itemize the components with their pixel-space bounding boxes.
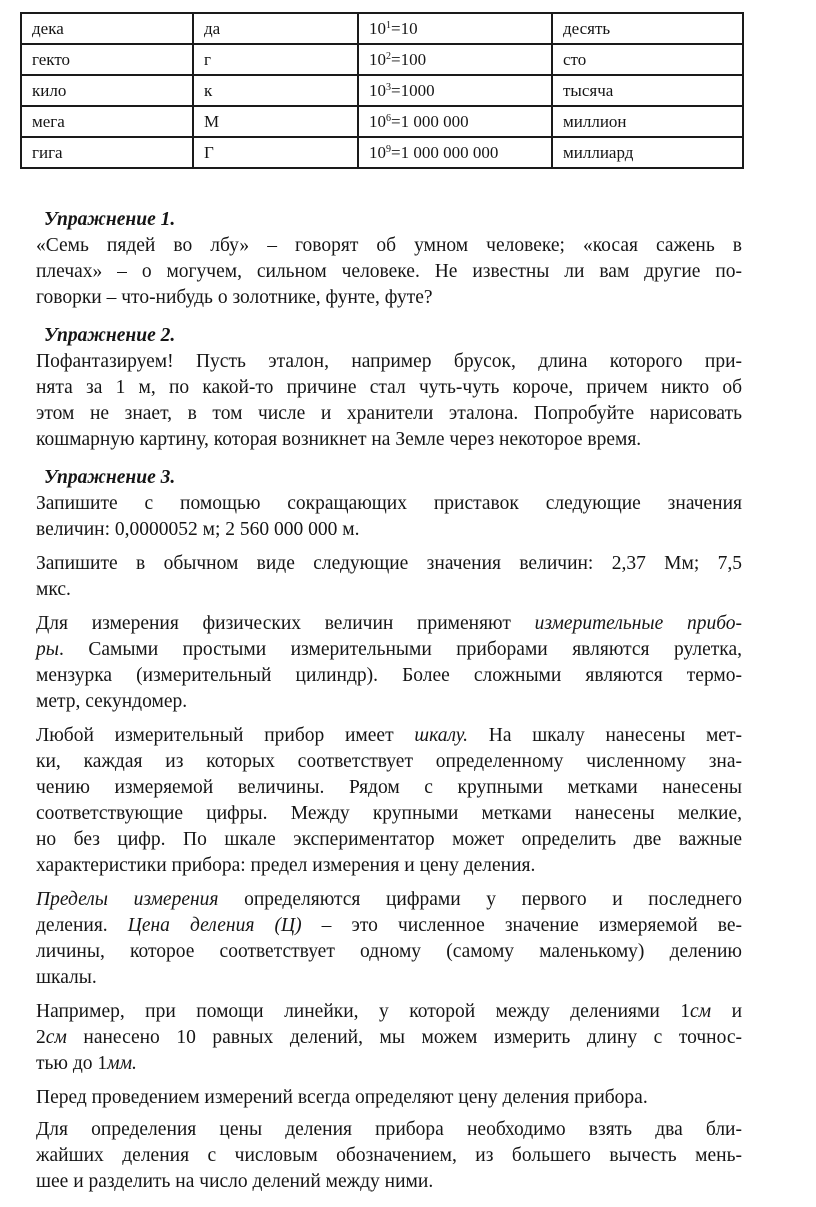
text-line: Запишите в обычном виде следующие значения величин: 2,37 Мм; 7,5 xyxy=(36,553,742,574)
text-line xyxy=(36,913,742,939)
prefix-name-cell: дека xyxy=(21,13,193,44)
prefix-symbol-cell: М xyxy=(193,106,358,137)
table-row xyxy=(21,75,743,106)
example-paragraph xyxy=(36,999,742,1077)
word-cell: миллион xyxy=(552,106,743,137)
text-line: чению измеряемой величины. Рядом с крупными метками нанесены xyxy=(36,777,742,798)
table-row xyxy=(21,13,743,44)
prefix-symbol-cell: Г xyxy=(193,137,358,168)
text-line: Для определения цены деления прибора необходимо взять два бли- xyxy=(36,1119,742,1140)
text-line: мкс. xyxy=(36,579,71,600)
exercise-3-title: Упражнение 3. xyxy=(44,467,176,488)
text-line xyxy=(36,1051,742,1077)
power-base: 10 xyxy=(369,111,386,131)
text-line: мензурка (измерительный цилиндр). Более сложными являются термо- xyxy=(36,665,742,686)
power-exponent: 3 xyxy=(386,81,391,93)
exercise-1-text xyxy=(36,233,742,311)
prefix-name-cell: кило xyxy=(21,75,193,106)
power-exponent: 2 xyxy=(386,50,391,62)
exercise-2-text xyxy=(36,349,742,453)
text-run: тью до 1 xyxy=(36,1053,108,1074)
power-value: =100 xyxy=(391,49,427,69)
unit-cm: см xyxy=(45,1027,67,1048)
text-line: соответствующие цифры. Между крупными метками нанесены мелкие, xyxy=(36,803,742,824)
text-run: На шкалу нанесены мет- xyxy=(468,725,742,746)
unit-cm: см xyxy=(690,1001,712,1022)
power-exponent: 6 xyxy=(386,112,391,124)
text-line: «Семь пядей во лбу» – говорят об умном человеке; «косая сажень в xyxy=(36,235,742,256)
text-line: шее и разделить на число делений между ними. xyxy=(36,1171,434,1192)
term-measuring-instruments: измерительные прибо- xyxy=(534,613,742,634)
power-value: =1000 xyxy=(391,80,435,100)
power-base: 10 xyxy=(369,49,386,69)
text-line: личины, которое соответствует одному (самому маленькому) делению xyxy=(36,941,742,962)
unit-mm: мм. xyxy=(107,1053,137,1074)
exercise-1-title: Упражнение 1. xyxy=(44,209,176,230)
text-line: Пофантазируем! Пусть эталон, например брусок, длина которого при- xyxy=(36,351,742,372)
prefix-symbol-cell: да xyxy=(193,13,358,44)
table-row xyxy=(21,137,743,168)
power-exponent: 1 xyxy=(386,19,391,31)
text-run: 2 xyxy=(36,1027,46,1048)
prefix-name-cell: гига xyxy=(21,137,193,168)
power-cell xyxy=(358,13,552,44)
power-value: =10 xyxy=(391,18,418,38)
text-line: метр, секундомер. xyxy=(36,691,188,712)
text-run: Любой измерительный прибор имеет xyxy=(36,725,415,746)
text-line xyxy=(36,637,742,663)
word-cell: миллиард xyxy=(552,137,743,168)
exercise-3-task-2 xyxy=(36,551,742,603)
text-line: но без цифр. По шкале экспериментатор может определить две важные xyxy=(36,829,742,850)
prefix-name-cell: мега xyxy=(21,106,193,137)
term-scale: шкалу. xyxy=(414,725,468,746)
text-line: говорки – что-нибудь о золотнике, фунте, футе? xyxy=(36,287,433,308)
term-measuring-instruments-end: ры xyxy=(36,639,59,660)
power-cell xyxy=(358,137,552,168)
text-run: – это численное значение измеряемой ве- xyxy=(301,915,742,936)
text-run: Например, при помощи линейки, у которой между делениями 1 xyxy=(36,1001,690,1022)
scale-paragraph xyxy=(36,723,742,879)
instruments-paragraph xyxy=(36,611,742,715)
prefix-name-cell: гекто xyxy=(21,44,193,75)
text-run: определяются цифрами у первого и последнего xyxy=(218,889,742,910)
power-cell xyxy=(358,106,552,137)
power-value: =1 000 000 xyxy=(391,111,469,131)
word-cell: тысяча xyxy=(552,75,743,106)
text-line: этом не знает, в том числе и хранители эталона. Попробуйте нарисовать xyxy=(36,403,742,424)
text-line: Перед проведением измерений всегда определяют цену деления прибора. xyxy=(36,1087,648,1108)
text-line: кошмарную картину, которая возникнет на Земле через некоторое время. xyxy=(36,429,642,450)
power-cell xyxy=(358,75,552,106)
text-line xyxy=(36,1025,742,1051)
text-run: нанесено 10 равных делений, мы можем измерить длину с точнос- xyxy=(66,1027,742,1048)
exercise-3-task-1 xyxy=(36,491,742,543)
power-base: 10 xyxy=(369,80,386,100)
text-line xyxy=(36,611,742,637)
text-line xyxy=(36,887,742,913)
word-cell: десять xyxy=(552,13,743,44)
limits-paragraph xyxy=(36,887,742,991)
text-line xyxy=(36,999,742,1025)
text-line: Запишите с помощью сокращающих приставок следующие значения xyxy=(36,493,742,514)
power-base: 10 xyxy=(369,142,386,162)
term-division-value: Цена деления (Ц) xyxy=(127,915,302,936)
power-exponent: 9 xyxy=(386,143,391,155)
final-paragraph xyxy=(36,1085,742,1195)
power-base: 10 xyxy=(369,18,386,38)
text-line: плечах» – о могучем, сильном человеке. Не известны ли вам другие по- xyxy=(36,261,742,282)
power-cell xyxy=(358,44,552,75)
text-run: . Самыми простыми измерительными приборами являются рулетка, xyxy=(58,639,742,660)
text-line: шкалы. xyxy=(36,967,97,988)
text-line: величин: 0,0000052 м; 2 560 000 000 м. xyxy=(36,519,360,540)
word-cell: сто xyxy=(552,44,743,75)
text-line: характеристики прибора: предел измерения и цену деления. xyxy=(36,855,536,876)
text-line: жайших деления с числовым обозначением, из большего вычесть мень- xyxy=(36,1145,742,1166)
power-value: =1 000 000 000 xyxy=(391,142,499,162)
text-line: нята за 1 м, по какой-то причине стал чуть-чуть короче, причем никто об xyxy=(36,377,742,398)
text-run: и xyxy=(711,1001,743,1022)
term-measurement-limits: Пределы измерения xyxy=(36,889,219,910)
prefix-table-body xyxy=(21,13,743,168)
prefix-symbol-cell: к xyxy=(193,75,358,106)
text-line xyxy=(36,723,742,749)
prefix-symbol-cell: г xyxy=(193,44,358,75)
text-run: Для измерения физических величин применяют xyxy=(36,613,535,634)
text-run: деления. xyxy=(36,915,128,936)
prefix-table xyxy=(20,12,744,169)
text-line: ки, каждая из которых соответствует определенному численному зна- xyxy=(36,751,742,772)
exercise-2-title: Упражнение 2. xyxy=(44,325,176,346)
table-row xyxy=(21,106,743,137)
table-row xyxy=(21,44,743,75)
page-text xyxy=(36,207,742,1195)
